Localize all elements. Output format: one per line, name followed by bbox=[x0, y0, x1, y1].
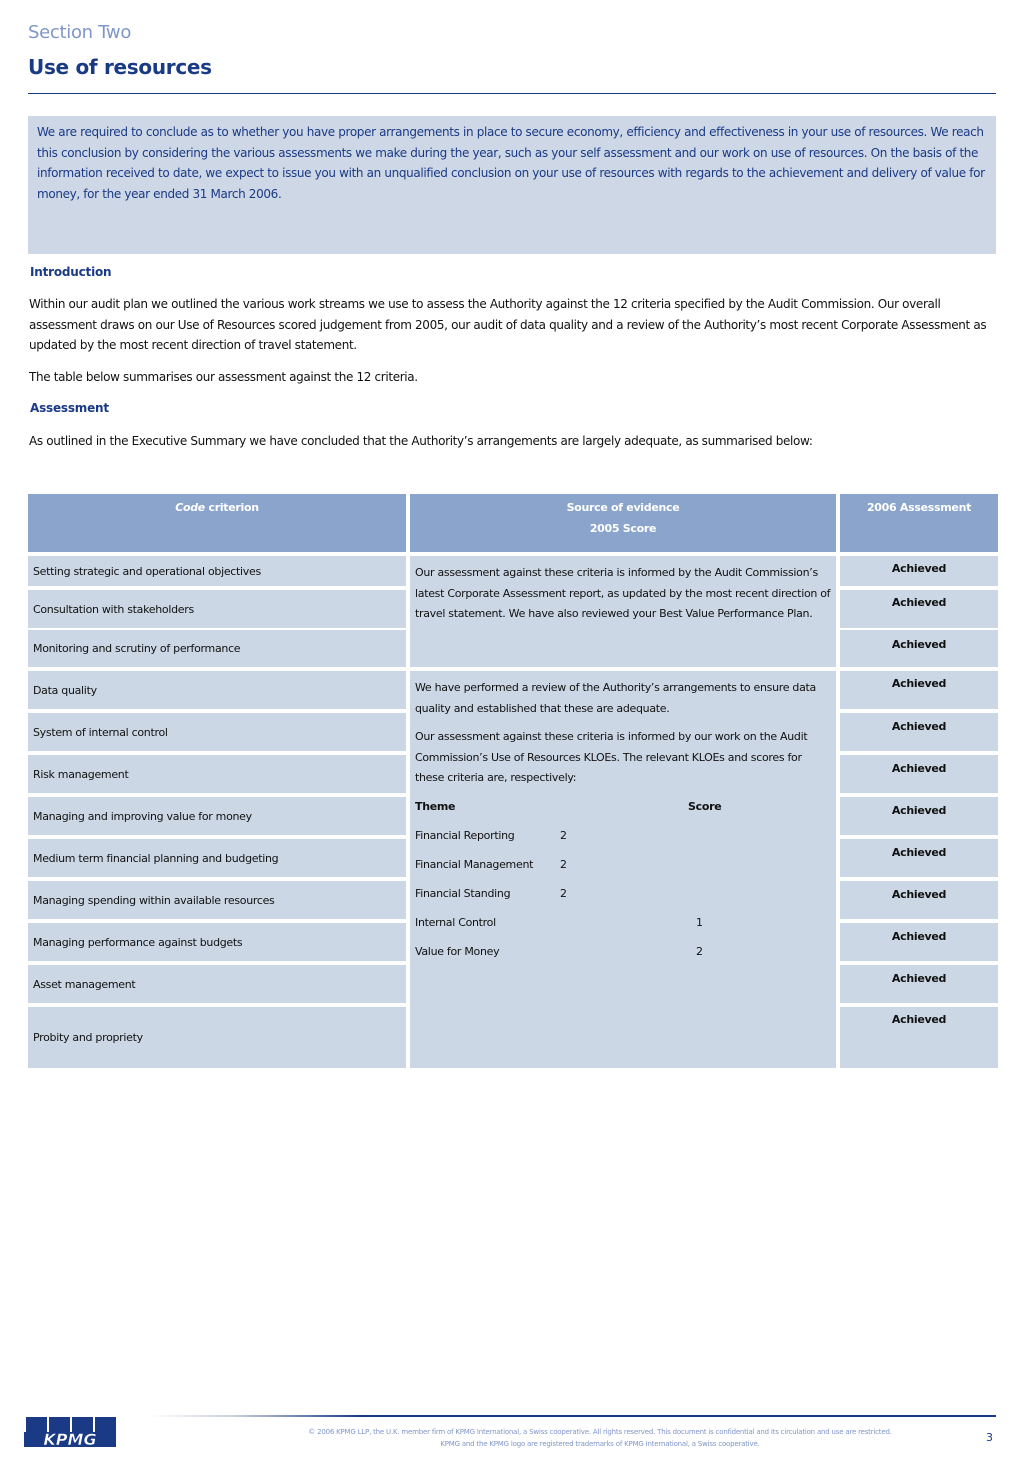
assessment-cell: Achieved bbox=[840, 965, 998, 1003]
theme-row bbox=[415, 826, 832, 855]
evidence-corporate-text: Our assessment against these criteria is informed by the Audit Commission’s latest Corporate Assessment report, as updated by the most recent direction of travel statement. We have also reviewed your Best Value Performance Plan. bbox=[415, 566, 831, 620]
assessment-cell: Achieved bbox=[840, 881, 998, 919]
theme-row bbox=[415, 913, 832, 942]
footer-copyright-line2: KPMG and the KPMG logo are registered trademarks of KPMG International, a Swiss cooperative. bbox=[440, 1440, 760, 1448]
kpmg-logo bbox=[24, 1417, 116, 1447]
theme-name: Internal Control bbox=[415, 915, 496, 929]
criterion-cell: Managing and improving value for money bbox=[28, 797, 406, 835]
theme-score: 2 bbox=[560, 886, 567, 900]
criterion-cell: Risk management bbox=[28, 755, 406, 793]
page-title: Use of resources bbox=[28, 55, 212, 79]
theme-name: Financial Standing bbox=[415, 886, 511, 900]
theme-score: 2 bbox=[696, 944, 703, 958]
introduction-heading: Introduction bbox=[30, 265, 112, 279]
evidence-cell-kloe bbox=[410, 671, 836, 1068]
theme-row bbox=[415, 855, 832, 884]
assessment-cell: Achieved bbox=[840, 839, 998, 877]
logo-text: KPMG bbox=[43, 1430, 97, 1447]
assessment-cell: Achieved bbox=[840, 590, 998, 628]
header-source-of-evidence: Source of evidence bbox=[566, 501, 680, 514]
criterion-cell: Consultation with stakeholders bbox=[28, 590, 406, 628]
criterion-cell: Setting strategic and operational objectives bbox=[28, 556, 406, 586]
criterion-cell: Data quality bbox=[28, 671, 406, 709]
theme-score: 2 bbox=[560, 857, 567, 871]
assessment-cell: Achieved bbox=[840, 630, 998, 667]
criterion-cell: Monitoring and scrutiny of performance bbox=[28, 630, 406, 667]
theme-name: Financial Management bbox=[415, 857, 534, 871]
evidence-kloe-text: Our assessment against these criteria is informed by our work on the Audit Commission’s Use of Resources KLOEs. The relevant KLOEs and scores for these criteria are, respectively: bbox=[415, 730, 808, 784]
page-number: 3 bbox=[986, 1431, 993, 1444]
theme-row bbox=[415, 884, 832, 913]
criterion-cell: Managing spending within available resources bbox=[28, 881, 406, 919]
criterion-cell: Probity and propriety bbox=[28, 1007, 406, 1068]
introduction-paragraph: Within our audit plan we outlined the various work streams we use to assess the Authority against the 12 criteria specified by the Audit Commission. Our overall assessment draws on our Use of Resources scored judgement from 2005, our audit of data quality and a review of the Authority’s most recent Corporate Assessment as updated by the most recent direction of travel statement. bbox=[29, 297, 987, 352]
assessment-paragraph: As outlined in the Executive Summary we have concluded that the Authority’s arrangements are largely adequate, as summarised below: bbox=[29, 434, 813, 448]
theme-score: 1 bbox=[696, 915, 703, 929]
criterion-cell: System of internal control bbox=[28, 713, 406, 751]
assessment-cell: Achieved bbox=[840, 713, 998, 751]
section-label: Section Two bbox=[28, 22, 132, 43]
assessment-cell: Achieved bbox=[840, 1007, 998, 1068]
assessment-cell: Achieved bbox=[840, 556, 998, 586]
criterion-cell: Managing performance against budgets bbox=[28, 923, 406, 961]
table-summary-paragraph: The table below summarises our assessment against the 12 criteria. bbox=[29, 370, 418, 384]
header-criterion-text: criterion bbox=[204, 501, 259, 514]
assessment-cell: Achieved bbox=[840, 671, 998, 709]
score-column-header: Score bbox=[688, 799, 722, 813]
theme-name: Value for Money bbox=[415, 944, 500, 958]
assessment-cell: Achieved bbox=[840, 755, 998, 793]
assessment-cell: Achieved bbox=[840, 797, 998, 835]
evidence-cell-corporate bbox=[410, 556, 836, 667]
footer-copyright bbox=[250, 1426, 950, 1450]
theme-row bbox=[415, 942, 832, 971]
footer-rule bbox=[150, 1415, 996, 1417]
assessment-heading: Assessment bbox=[30, 401, 109, 415]
header-code-italic: Code bbox=[175, 501, 205, 514]
criterion-cell: Medium term financial planning and budgeting bbox=[28, 839, 406, 877]
table-header-evidence bbox=[410, 494, 836, 552]
theme-score: 2 bbox=[560, 828, 567, 842]
header-2005-score: 2005 Score bbox=[589, 522, 657, 535]
title-divider bbox=[28, 93, 996, 94]
summary-text: We are required to conclude as to whether you have proper arrangements in place to secure economy, efficiency and effectiveness in your use of resources. We reach this conclusion by considering the various assessments we make during the year, such as your self assessment and our work on use of resources. On the basis of the information received to date, we expect to issue you with an unqualified conclusion on your use of resources with regards to the achievement and delivery of value for money, for the year ended 31 March 2006. bbox=[37, 125, 985, 201]
assessment-cell: Achieved bbox=[840, 923, 998, 961]
theme-name: Financial Reporting bbox=[415, 828, 515, 842]
theme-column-header: Theme bbox=[415, 799, 456, 813]
summary-box bbox=[28, 116, 996, 254]
table-header-assessment: 2006 Assessment bbox=[840, 494, 998, 552]
evidence-data-quality-text: We have performed a review of the Authority’s arrangements to ensure data quality and established that these are adequate. bbox=[415, 681, 816, 715]
criterion-cell: Asset management bbox=[28, 965, 406, 1003]
theme-header-row bbox=[415, 797, 832, 826]
table-header-criterion bbox=[28, 494, 406, 552]
footer-copyright-line1: © 2006 KPMG LLP, the U.K. member firm of KPMG International, a Swiss cooperative. All rights reserved. This document is confidential and its circulation and use are restricted. bbox=[308, 1428, 892, 1436]
